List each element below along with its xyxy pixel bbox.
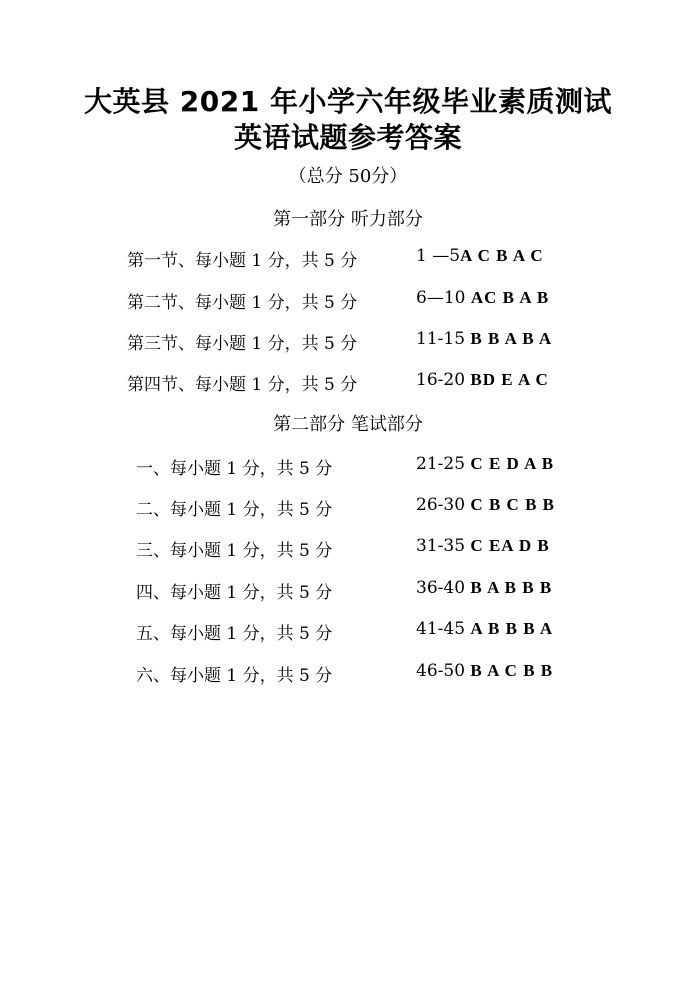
part1-row-1-letters: A C B A C [460,246,544,265]
part1-row-1-answer [416,246,544,266]
part2-row-4-label: 四、每小题 1 分，共 5 分 [136,583,333,603]
part1-row-2-letters: AC B A B [470,288,550,307]
part2-row-5-label: 五、每小题 1 分，共 5 分 [136,624,333,644]
part2-row-2-range: 26-30 [416,495,466,515]
total-score-note: （总分 50分） [288,166,408,187]
part2-row-1-label: 一、每小题 1 分，共 5 分 [136,459,333,479]
part2-row-3-letters: C EA D B [470,536,550,555]
part2-row-2-answer [416,495,555,515]
part2-row-6-letters: B A C B B [470,661,554,680]
part2-row-2-letters: C B C B B [470,495,555,514]
part2-row-1-answer [416,454,554,474]
part2-row-5-range: 41-45 [416,619,466,639]
part1-row-2-label: 第二节、每小题 1 分，共 5 分 [127,293,358,313]
part2-row-1-range: 21-25 [416,454,466,474]
part2-row-3-range: 31-35 [416,536,466,556]
part1-row-3-answer [416,329,552,349]
part1-heading: 第一部分 听力部分 [273,209,423,230]
part2-row-4-range: 36-40 [416,578,466,598]
part1-row-3-letters: B B A B A [470,329,553,348]
document-title-line-1: 大英县 2021 年小学六年级毕业素质测试 [84,85,612,118]
part1-row-4-range: 16-20 [416,370,466,390]
part1-row-4-letters: BD E A C [470,370,549,389]
part2-row-5-letters: A B B B A [470,619,554,638]
part2-row-6-answer [416,661,553,681]
part2-row-6-range: 46-50 [416,661,466,681]
part1-row-3-range: 11-15 [416,329,466,349]
part2-row-1-letters: C E D A B [470,454,555,473]
part2-row-5-answer [416,619,553,639]
part2-heading: 第二部分 笔试部分 [273,414,423,435]
part1-row-3-label: 第三节、每小题 1 分，共 5 分 [127,334,358,354]
part1-row-4-answer [416,370,549,390]
part1-row-2-answer [416,288,549,308]
document-title-line-2: 英语试题参考答案 [233,121,462,154]
part1-row-1-label: 第一节、每小题 1 分，共 5 分 [127,251,358,271]
part2-row-6-label: 六、每小题 1 分，共 5 分 [136,666,333,686]
part1-row-2-range: 6—10 [416,288,466,308]
part2-row-3-answer [416,536,550,556]
part1-row-1-range: 1 —5 [416,246,461,266]
part2-row-4-answer [416,578,552,598]
part2-row-4-letters: B A B B B [470,578,553,597]
part2-row-2-label: 二、每小题 1 分，共 5 分 [136,500,333,520]
part2-row-3-label: 三、每小题 1 分，共 5 分 [136,541,333,561]
part1-row-4-label: 第四节、每小题 1 分，共 5 分 [127,375,358,395]
